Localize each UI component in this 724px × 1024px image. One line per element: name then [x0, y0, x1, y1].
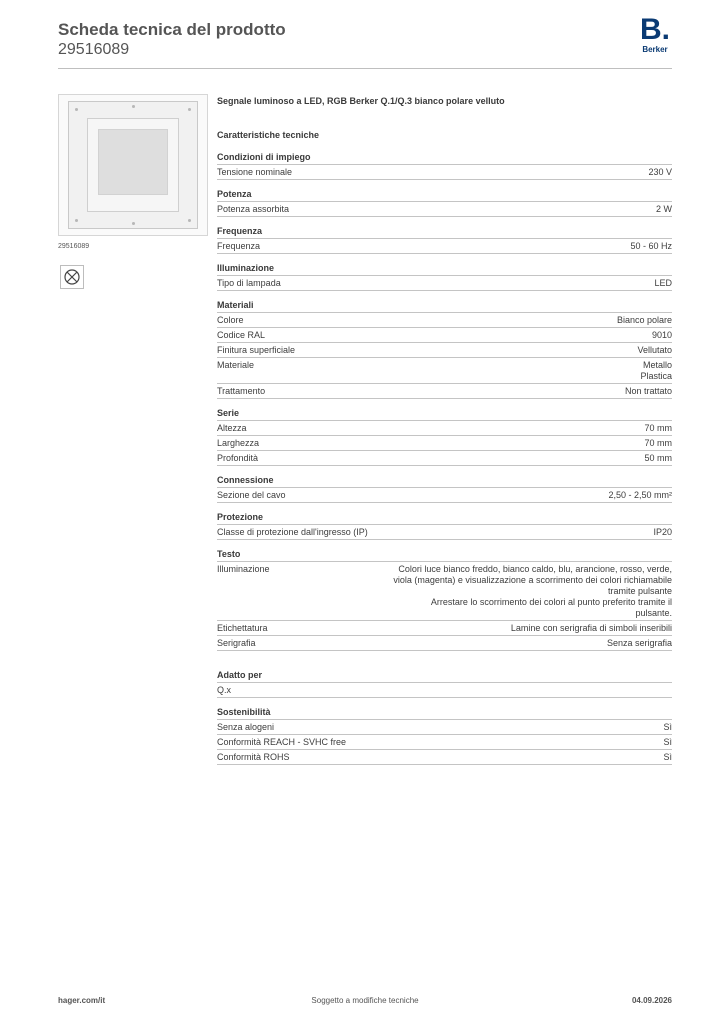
spec-group-title: Serie	[217, 408, 672, 421]
spec-row	[217, 202, 672, 217]
spec-group	[217, 408, 672, 466]
spec-value-line	[387, 685, 672, 696]
spec-group	[217, 263, 672, 291]
lamp-symbol-icon	[63, 268, 81, 286]
spec-label: Frequenza	[217, 241, 261, 251]
spec-group-title: Illuminazione	[217, 263, 672, 276]
spec-value-line: 50 mm	[644, 453, 672, 463]
frame-screw-icon	[75, 108, 78, 111]
spec-label: Colore	[217, 315, 244, 325]
spec-label: Serigrafia	[217, 638, 256, 648]
frame-screw-icon	[188, 219, 191, 222]
signal-lens	[98, 129, 168, 195]
spec-value	[387, 752, 672, 763]
spec-value-line: viola (magenta) e visualizzazione a scorrimento dei colori richiamabile	[393, 575, 672, 585]
product-name: Segnale luminoso a LED, RGB Berker Q.1/Q.3 bianco polare velluto	[217, 96, 505, 106]
spec-group	[217, 152, 672, 180]
spec-value	[387, 360, 672, 382]
spec-value-line: 50 - 60 Hz	[630, 241, 672, 251]
spec-row	[217, 343, 672, 358]
spec-value	[387, 490, 672, 501]
spec-value-line: Senza serigrafia	[606, 638, 672, 648]
frame-notch-icon	[132, 222, 135, 225]
spec-value	[387, 423, 672, 434]
spec-value	[387, 737, 672, 748]
spec-value	[387, 241, 672, 252]
spec-content	[217, 96, 672, 774]
page-title: Scheda tecnica del prodotto	[58, 20, 286, 39]
frame-screw-icon	[75, 219, 78, 222]
spec-group-title: Adatto per	[217, 670, 672, 683]
spec-label: Senza alogeni	[217, 722, 275, 732]
spec-row	[217, 436, 672, 451]
spec-value	[387, 278, 672, 289]
spec-row	[217, 683, 672, 698]
spec-group	[217, 670, 672, 698]
spec-group-title: Testo	[217, 549, 672, 562]
spec-row	[217, 358, 672, 384]
spec-value-line: Vellutato	[637, 345, 672, 355]
spec-value	[387, 638, 672, 649]
specs-title: Caratteristiche tecniche	[217, 130, 320, 140]
spec-value-line: 70 mm	[644, 438, 672, 448]
spec-label: Classe di protezione dall'ingresso (IP)	[217, 527, 368, 537]
spec-value-line: Bianco polare	[616, 315, 672, 325]
spec-value	[387, 345, 672, 356]
spec-row	[217, 562, 672, 621]
spec-group	[217, 512, 672, 540]
spec-value-line: pulsante.	[635, 608, 672, 618]
spec-value	[387, 315, 672, 326]
spec-value-line: Lamine con serigrafia di simboli inseribili	[510, 623, 672, 633]
spec-value	[387, 685, 672, 696]
spec-value-line: Non trattato	[624, 386, 672, 396]
spec-label: Conformità REACH - SVHC free	[217, 737, 347, 747]
spec-value-line: Metallo	[642, 360, 672, 370]
frame-notch-icon	[132, 105, 135, 108]
spec-group-title: Condizioni di impiego	[217, 152, 672, 165]
spec-row	[217, 720, 672, 735]
spec-row	[217, 313, 672, 328]
spec-label: Codice RAL	[217, 330, 266, 340]
signal-lamp-icon	[60, 265, 84, 289]
spec-group	[217, 226, 672, 254]
spec-value-line: tramite pulsante	[607, 586, 672, 596]
spec-group-title: Connessione	[217, 475, 672, 488]
frame-screw-icon	[188, 108, 191, 111]
spec-label: Profondità	[217, 453, 259, 463]
spec-group-title: Potenza	[217, 189, 672, 202]
product-image	[58, 94, 208, 236]
spec-value-line: IP20	[653, 527, 672, 537]
spec-value-line: 2,50 - 2,50 mm²	[608, 490, 672, 500]
spec-group-title: Protezione	[217, 512, 672, 525]
spec-value	[387, 564, 672, 619]
spec-value-line: 9010	[651, 330, 672, 340]
spec-label: Etichettatura	[217, 623, 268, 633]
spec-row	[217, 636, 672, 651]
spec-row	[217, 384, 672, 399]
spec-groups	[217, 152, 672, 765]
spec-value	[387, 623, 672, 634]
spec-label: Tipo di lampada	[217, 278, 281, 288]
spec-row	[217, 621, 672, 636]
spec-value-line: 2 W	[655, 204, 672, 214]
spec-label: Altezza	[217, 423, 247, 433]
spec-value-line: Colori luce bianco freddo, bianco caldo, blu, arancione, rosso, verde,	[398, 564, 672, 574]
spec-group	[217, 189, 672, 217]
product-code: 29516089	[58, 41, 130, 58]
signal-insert	[87, 118, 179, 212]
spec-row	[217, 239, 672, 254]
spec-row	[217, 421, 672, 436]
spec-value-line: Sì	[663, 737, 672, 747]
spec-value	[387, 386, 672, 397]
spec-label: Materiale	[217, 360, 255, 370]
spec-value-line: 70 mm	[644, 423, 672, 433]
image-caption: 29516089	[58, 243, 90, 250]
spec-label: Sezione del cavo	[217, 490, 286, 500]
spec-label: Potenza assorbita	[217, 204, 290, 214]
spec-group-title: Sostenibilità	[217, 707, 672, 720]
spec-label: Conformità ROHS	[217, 752, 290, 762]
spec-value	[387, 527, 672, 538]
spec-group-title: Materiali	[217, 300, 672, 313]
spec-label: Q.x	[217, 685, 232, 695]
spec-value	[387, 722, 672, 733]
spec-value	[387, 167, 672, 178]
spec-row	[217, 276, 672, 291]
logo-letter: B.	[640, 13, 670, 46]
spec-value	[387, 204, 672, 215]
spec-row	[217, 488, 672, 503]
spec-value-line: 230 V	[648, 167, 672, 177]
spec-value-line: Sì	[663, 722, 672, 732]
spec-row	[217, 451, 672, 466]
spec-label: Illuminazione	[217, 564, 270, 574]
spec-value	[387, 453, 672, 464]
page-header	[58, 20, 286, 60]
spec-group	[217, 300, 672, 399]
spec-label: Finitura superficiale	[217, 345, 296, 355]
spec-group	[217, 549, 672, 651]
spec-row	[217, 525, 672, 540]
spec-row	[217, 328, 672, 343]
spec-group-title: Frequenza	[217, 226, 672, 239]
spec-group	[217, 707, 672, 765]
spec-label: Trattamento	[217, 386, 266, 396]
spec-value-line: Arrestare lo scorrimento dei colori al punto preferito tramite il	[430, 597, 672, 607]
spec-value-line: Plastica	[640, 371, 672, 381]
spec-label: Tensione nominale	[217, 167, 293, 177]
spec-label: Larghezza	[217, 438, 260, 448]
group-spacer	[217, 660, 672, 670]
spec-value-line: Sì	[663, 752, 672, 762]
spec-row	[217, 165, 672, 180]
logo-word: Berker	[642, 45, 668, 54]
spec-row	[217, 750, 672, 765]
footer-date: 04.09.2026	[631, 996, 672, 1005]
spec-value-line: LED	[654, 278, 672, 288]
footer-note: Soggetto a modifiche tecniche	[311, 996, 419, 1005]
spec-row	[217, 735, 672, 750]
cover-frame	[68, 101, 198, 229]
spec-value	[387, 438, 672, 449]
spec-group	[217, 475, 672, 503]
footer-website: hager.com/it	[58, 996, 106, 1005]
berker-logo	[638, 13, 672, 54]
spec-value	[387, 330, 672, 341]
header-divider	[58, 68, 672, 69]
